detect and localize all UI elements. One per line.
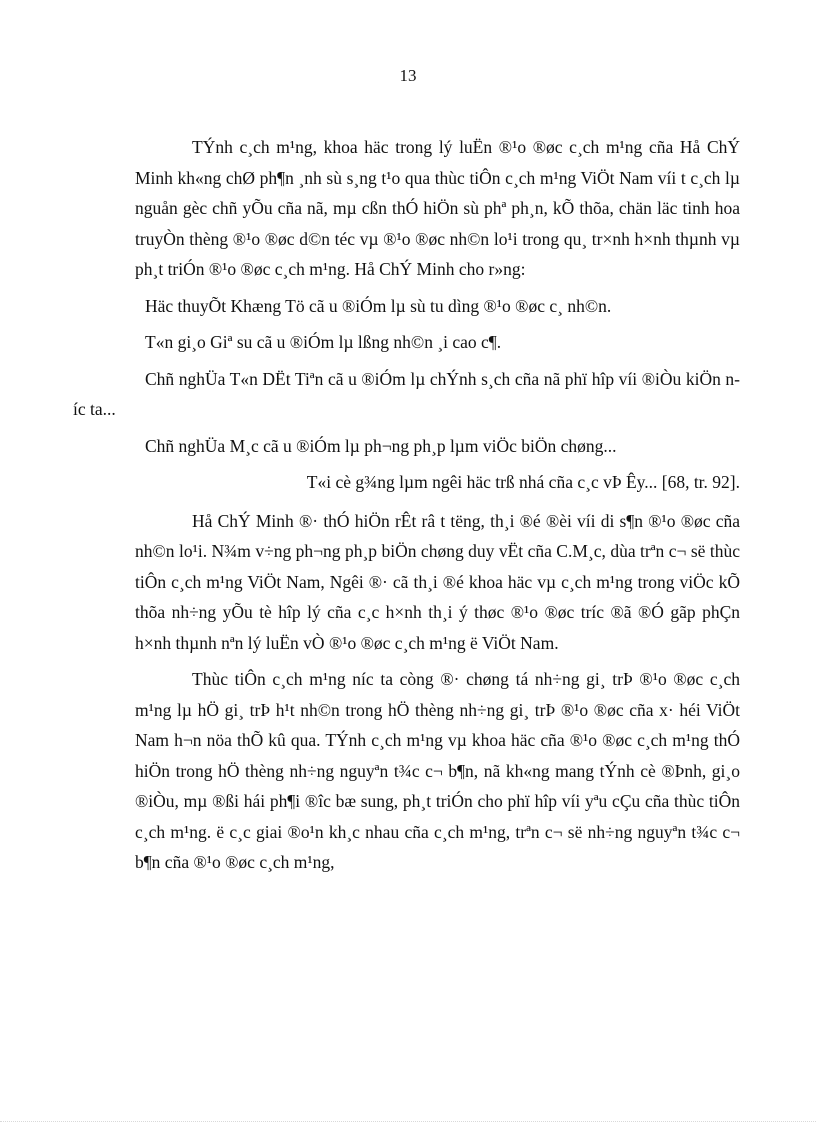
document-body [73, 132, 740, 884]
quote-confucius: Häc thuyÕt Khæng Tö cã u ®iÓm lµ sù tu dìng ®¹o ®øc c¸ nh©n. [145, 295, 612, 316]
page-number: 13 [399, 66, 417, 85]
paragraph-dialectical-method: Hå ChÝ Minh ®· thÓ hiÖn rÊt râ t tëng, th¸i ®é ®èi víi di s¶n ®¹o ®øc cña nh©n lo¹i. N¾m v÷ng ph¬ng ph¸p biÖn chøng duy vËt cña C.M¸c, dùa trªn c¬ së thùc tiÔn c¸ch m¹ng ViÖt Nam, Ngêi ®· cã th¸i ®é khoa häc vµ c¸ch m¹ng trong viÖc kÕ thõa nh÷ng yÕu tè hîp lý cña c¸c h×nh th¸i ý thøc ®¹o ®øc tríc ®ã ®Ó gãp phÇn h×nh thµnh nªn lý luËn vÒ ®¹o ®øc c¸ch m¹ng ë ViÖt Nam. [135, 510, 740, 653]
quote-student: T«i cè g¾ng lµm ngêi häc trß nhá cña c¸c vÞ Êy... [68, tr. 92]. [306, 472, 740, 492]
quote-jesus: T«n gi¸o Giª su cã u ®iÓm lµ lßng nh©n ¸i cao c¶. [145, 332, 502, 352]
quote-marx: Chñ nghÜa M¸c cã u ®iÓm lµ ph¬ng ph¸p lµm viÖc biÖn chøng... [145, 435, 617, 456]
page-bottom-edge [0, 1121, 816, 1122]
block-quote [73, 291, 740, 498]
paragraph-practice: Thùc tiÔn c¸ch m¹ng níc ta còng ®· chøng tá nh÷ng gi¸ trÞ ®¹o ®øc c¸ch m¹ng lµ hÖ gi¸ trÞ h¹t nh©n trong hÖ thèng nh÷ng gi¸ trÞ ®¹o ®øc cña x· héi ViÖt Nam h¬n nöa thÕ kû qua. TÝnh c¸ch m¹ng vµ khoa häc cña ®¹o ®øc c¸ch m¹ng thÓ hiÖn trong hÖ thèng nh÷ng nguyªn t¾c c¬ b¶n, nã kh«ng mang tÝnh cè ®Þnh, gi¸o ®iÒu, mµ ®ßi hái ph¶i ®îc bæ sung, ph¸t triÓn cho phï hîp víi yªu cÇu cña thùc tiÔn c¸ch m¹ng. ë c¸c giai ®o¹n kh¸c nhau cña c¸ch m¹ng, trªn c¬ së nh÷ng nguyªn t¾c c¬ b¶n cña ®¹o ®øc c¸ch m¹ng, [135, 669, 740, 872]
paragraph-revolutionary-character: TÝnh c¸ch m¹ng, khoa häc trong lý luËn ®¹o ®øc c¸ch m¹ng cña Hå ChÝ Minh kh«ng chØ ph¶n ¸nh sù s¸ng t¹o qua thùc tiÔn c¸ch m¹ng ViÖt Nam víi t c¸ch lµ nguån gèc chñ yÕu cña nã, mµ cßn thÓ hiÖn sù phª ph¸n, kÕ thõa, chän läc tinh hoa truyÒn thèng ®¹o ®øc d©n téc vµ ®¹o ®øc nh©n lo¹i trong qu¸ tr×nh h×nh thµnh vµ ph¸t triÓn ®¹o ®øc c¸ch m¹ng. Hå ChÝ Minh cho r»ng: [135, 137, 740, 279]
quote-sun-yat-sen: Chñ nghÜa T«n DËt Tiªn cã u ®iÓm lµ chÝnh s¸ch cña nã phï hîp víi ®iÒu kiÖn níc ta... [73, 368, 740, 419]
